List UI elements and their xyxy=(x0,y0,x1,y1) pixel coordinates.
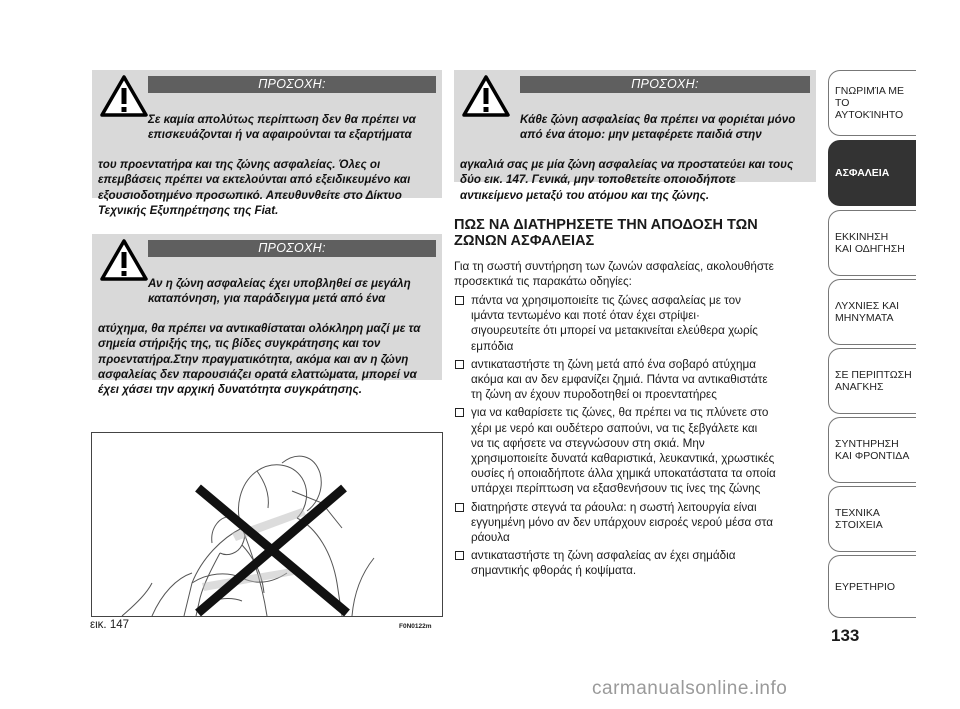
maintenance-list xyxy=(454,293,824,582)
list-item xyxy=(454,405,824,496)
tab-index[interactable]: ΕΥΡΕΤΗΡΙΟ xyxy=(828,555,916,618)
tab-technical-data[interactable]: ΤΕΧΝΙΚΑ ΣΤΟΙΧΕΙΑ xyxy=(828,486,916,552)
section-heading: ΠΩΣ ΝΑ ΔΙΑΤΗΡΗΣΕΤΕ ΤΗΝ ΑΠΟΔΟΣΗ ΤΩΝ ΖΩΝΩΝ ΑΣΦΑΛΕΙΑΣ xyxy=(454,217,758,249)
checkbox-bullet-icon xyxy=(455,551,464,560)
warning-text-body: αγκαλιά σας με μία ζώνη ασφαλείας να προστατεύει και τους δύο εικ. 147. Γενικά, μην τοποθετείτε οποιοδήποτε αντικείμενο μεταξύ του ατόμου και της ζώνης. xyxy=(460,158,794,202)
tab-safety[interactable]: ΑΣΦΑΛΕΙΑ xyxy=(828,140,916,206)
warning-box-1 xyxy=(92,70,442,217)
figure-caption: εικ. 147 xyxy=(90,619,130,631)
warning-label: ΠΡΟΣΟΧΗ: xyxy=(520,76,810,93)
list-item-text: για να καθαρίσετε τις ζώνες, θα πρέπει να τις πλύνετε στο χέρι με νερό και ουδέτερο σαπούνι, να τις ξεβγάλετε και να τις αφήσετε να στεγνώσουν στη σκιά. Μην χρησιμοποιείτε δυνατά καθαριστικά, λευκαντικά, χρωστικές ουσίες ή οποιαδήποτε άλλα χημικά υποκατάστατα τα οποία υπάρχει περίπτωση να εξασθενήσουν τις ίνες της ζώνης xyxy=(471,406,776,496)
warning-text xyxy=(98,97,438,233)
checkbox-bullet-icon xyxy=(455,503,464,512)
illustration-woman-child-seatbelt xyxy=(92,433,442,616)
list-item-text: πάντα να χρησιμοποιείτε τις ζώνες ασφαλείας με τον ιμάντα τεντωμένο και ποτέ όταν έχει στρίψει· σιγουρευτείτε ότι μπορεί να μετακινείται ελεύθερα χωρίς εμπόδια xyxy=(471,294,758,353)
warning-text-lead: Κάθε ζώνη ασφαλείας θα πρέπει να φοριέται μόνο από ένα άτομο: μην μεταφέρετε παιδιά στην xyxy=(520,113,796,142)
section-intro: Για τη σωστή συντήρηση των ζωνών ασφαλείας, ακολουθήστε προσεκτικά τις παρακάτω οδηγίες: xyxy=(454,260,774,289)
warning-text xyxy=(98,261,438,412)
list-item-text: αντικαταστήστε τη ζώνη μετά από ένα σοβαρό ατύχημα ακόμα και αν δεν εμφανίζει ζημιά. Πάντα να αντικαθιστάτε τη ζώνη αν έχουν πυροδοτηθεί οι προεντατήρες xyxy=(471,357,768,402)
figure-147 xyxy=(91,432,443,617)
warning-text-body: ατύχημα, θα πρέπει να αντικαθίσταται ολόκληρη μαζί με τα σημεία στήριξής της, τις βίδες συγκράτησης και τον προεντατήρα.Στην πραγματικότητα, ακόμα και αν η ζώνη ασφαλείας δεν παρουσιάζει ορατά ελαττώματα, μπορεί να έχει χάσει την αρχική δυνατότητα συγκράτησης. xyxy=(98,322,421,396)
warning-label: ΠΡΟΣΟΧΗ: xyxy=(148,76,436,93)
checkbox-bullet-icon xyxy=(455,296,464,305)
checkbox-bullet-icon xyxy=(455,360,464,369)
warning-text-lead: Σε καμία απολύτως περίπτωση δεν θα πρέπει να επισκευάζονται ή να αφαιρούνται τα εξαρτήματα xyxy=(148,113,416,142)
warning-box-3 xyxy=(454,70,816,202)
figure-code: F0N0122m xyxy=(399,623,432,630)
warning-text-body: του προεντατήρα και της ζώνης ασφαλείας. Όλες οι επεμβάσεις πρέπει να εκτελούνται από εξειδικευμένο και εξουσιοδοτημένο προσωπικό. Απευθυνθείτε στο Δίκτυο Τεχνικής Εξυπηρέτησης της Fiat. xyxy=(98,158,411,217)
tab-maintenance-and-care[interactable]: ΣΥΝΤΗΡΗΣΗ ΚΑΙ ΦΡΟΝΤΙΔΑ xyxy=(828,417,916,483)
list-item-text: αντικαταστήστε τη ζώνη ασφαλείας αν έχει σημάδια σημαντικής φθοράς ή κοψίματα. xyxy=(471,549,736,578)
list-item-text: διατηρήστε στεγνά τα ράουλα: η σωστή λειτουργία είναι εγγυημένη μόνο αν δεν υπάρχουν εισροές νερού μέσα στα ράουλα xyxy=(471,500,773,545)
list-item xyxy=(454,293,824,354)
list-item xyxy=(454,357,824,403)
watermark: carmanualsonline.info xyxy=(592,678,788,699)
checkbox-bullet-icon xyxy=(455,408,464,417)
list-item xyxy=(454,500,824,546)
tab-emergency[interactable]: ΣΕ ΠΕΡΙΠΤΩΣΗ ΑΝΑΓΚΗΣ xyxy=(828,348,916,414)
tab-lights-and-messages[interactable]: ΛΥΧΝΙΕΣ ΚΑΙ ΜΗΝΥΜΑΤΑ xyxy=(828,279,916,345)
warning-text xyxy=(460,97,812,218)
warning-label: ΠΡΟΣΟΧΗ: xyxy=(148,240,436,257)
tab-starting-and-driving[interactable]: ΕΚΚΙΝΗΣΗ ΚΑΙ ΟΔΗΓΗΣΗ xyxy=(828,210,916,276)
list-item xyxy=(454,548,824,578)
page-number: 133 xyxy=(831,626,860,645)
tab-getting-to-know-vehicle[interactable]: ΓΝΩΡΙΜΊΑ ΜΕ ΤΟ ΑΥΤΟΚΊΝΗΤΟ xyxy=(828,70,916,136)
warning-text-lead: Αν η ζώνη ασφαλείας έχει υποβληθεί σε μεγάλη καταπόνηση, για παράδειγμα μετά από ένα xyxy=(148,277,411,306)
warning-box-2 xyxy=(92,234,442,396)
